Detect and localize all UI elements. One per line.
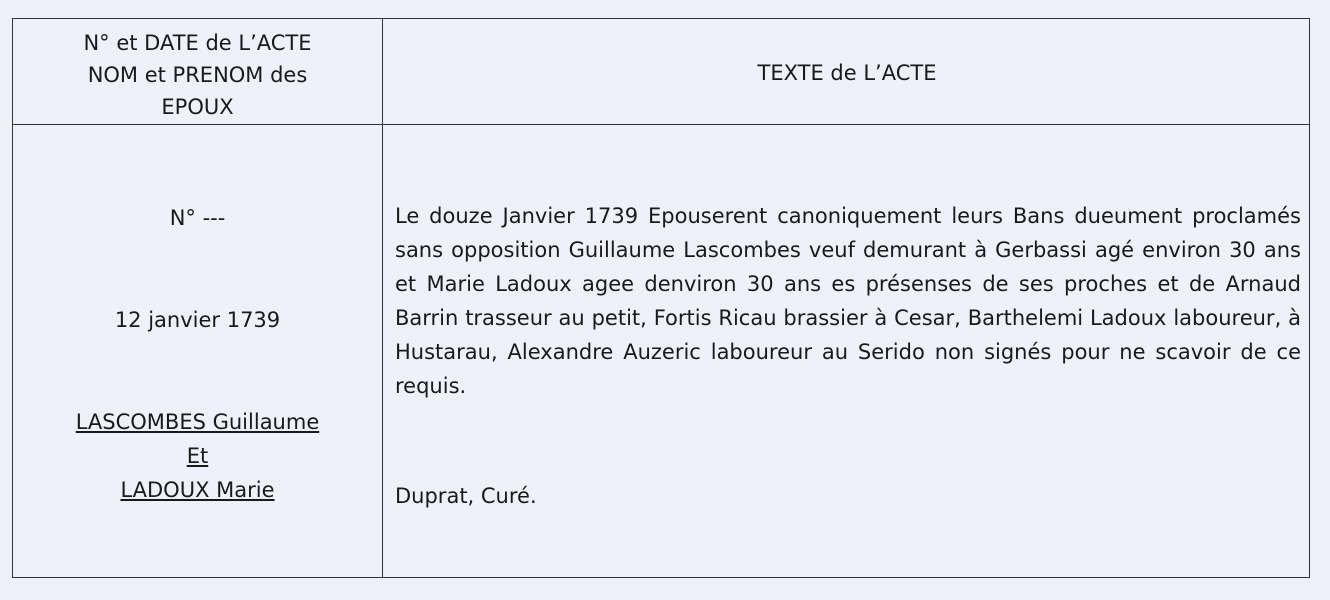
header-left-line1: N° et DATE de L’ACTE — [83, 31, 312, 55]
act-number: N° --- — [169, 206, 226, 230]
conjunction: Et — [186, 444, 209, 468]
record-table — [12, 18, 1310, 578]
header-left-line2: NOM et PRENOM des — [87, 63, 308, 87]
signature: Duprat, Curé. — [395, 484, 537, 508]
spouse-names — [13, 405, 382, 507]
header-left — [13, 27, 382, 123]
act-date: 12 janvier 1739 — [114, 308, 281, 332]
spouse2-name: LADOUX Marie — [120, 478, 275, 502]
spouse1-name: LASCOMBES Guillaume — [75, 410, 320, 434]
act-text: Le douze Janvier 1739 Epouserent canoniquement leurs Bans dueument proclamés sans opposition Guillaume Lascombes veuf demurant à Gerbassi agé environ 30 ans et Marie Ladoux agee denviron 30 ans es présenses de ses proches et de Arnaud Barrin trasseur au petit, Fortis Ricau brassier à Cesar, Barthelemi Ladoux laboureur, à Hustarau, Alexandre Auzeric laboureur au Serido non signés pour ne scavoir de ce requis. — [395, 204, 1301, 398]
column-divider — [382, 19, 383, 577]
header-divider — [13, 124, 1309, 125]
header-left-line3: EPOUX — [161, 95, 234, 119]
header-right: TEXTE de L’ACTE — [757, 61, 937, 85]
